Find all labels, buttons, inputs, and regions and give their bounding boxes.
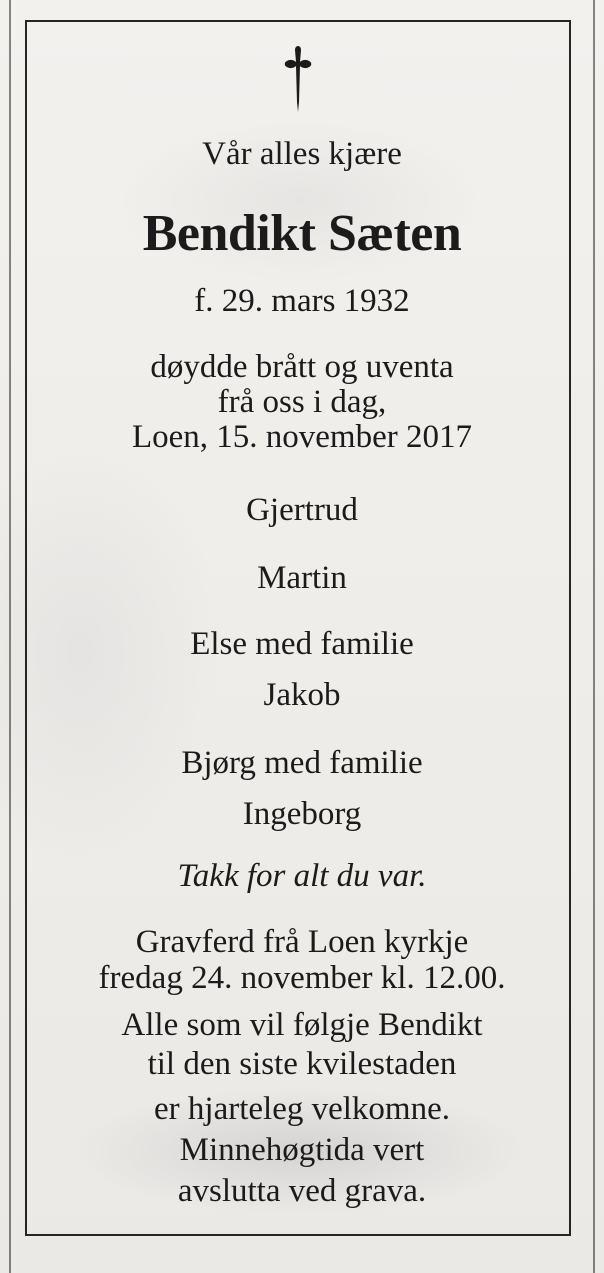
- funeral-line: fredag 24. november kl. 12.00.: [98, 960, 506, 996]
- thanks-text: Takk for alt du var.: [177, 858, 427, 894]
- cross-icon: [276, 44, 320, 114]
- birth-date: f. 29. mars 1932: [194, 283, 410, 319]
- family-member: Bjørg med familie: [181, 745, 423, 781]
- intro-text: Vår alles kjære: [202, 136, 402, 172]
- funeral-line: Minnehøgtida vert: [179, 1132, 425, 1168]
- family-member: Jakob: [263, 677, 341, 713]
- death-line: Loen, 15. november 2017: [131, 419, 472, 455]
- family-member: Ingeborg: [242, 796, 362, 832]
- funeral-line: er hjarteleg velkomne.: [154, 1091, 450, 1127]
- death-line: døydde brått og uventa: [150, 349, 454, 385]
- deceased-name: Bendikt Sæten: [142, 205, 462, 262]
- funeral-line: til den siste kvilestaden: [147, 1046, 457, 1082]
- funeral-line: Alle som vil følgje Bendikt: [121, 1007, 483, 1043]
- funeral-line: avslutta ved grava.: [177, 1173, 427, 1209]
- death-line: frå oss i dag,: [217, 384, 387, 420]
- family-member: Gjertrud: [246, 492, 358, 528]
- family-member: Martin: [257, 560, 347, 596]
- family-member: Else med familie: [190, 626, 414, 662]
- funeral-line: Gravferd frå Loen kyrkje: [135, 924, 469, 960]
